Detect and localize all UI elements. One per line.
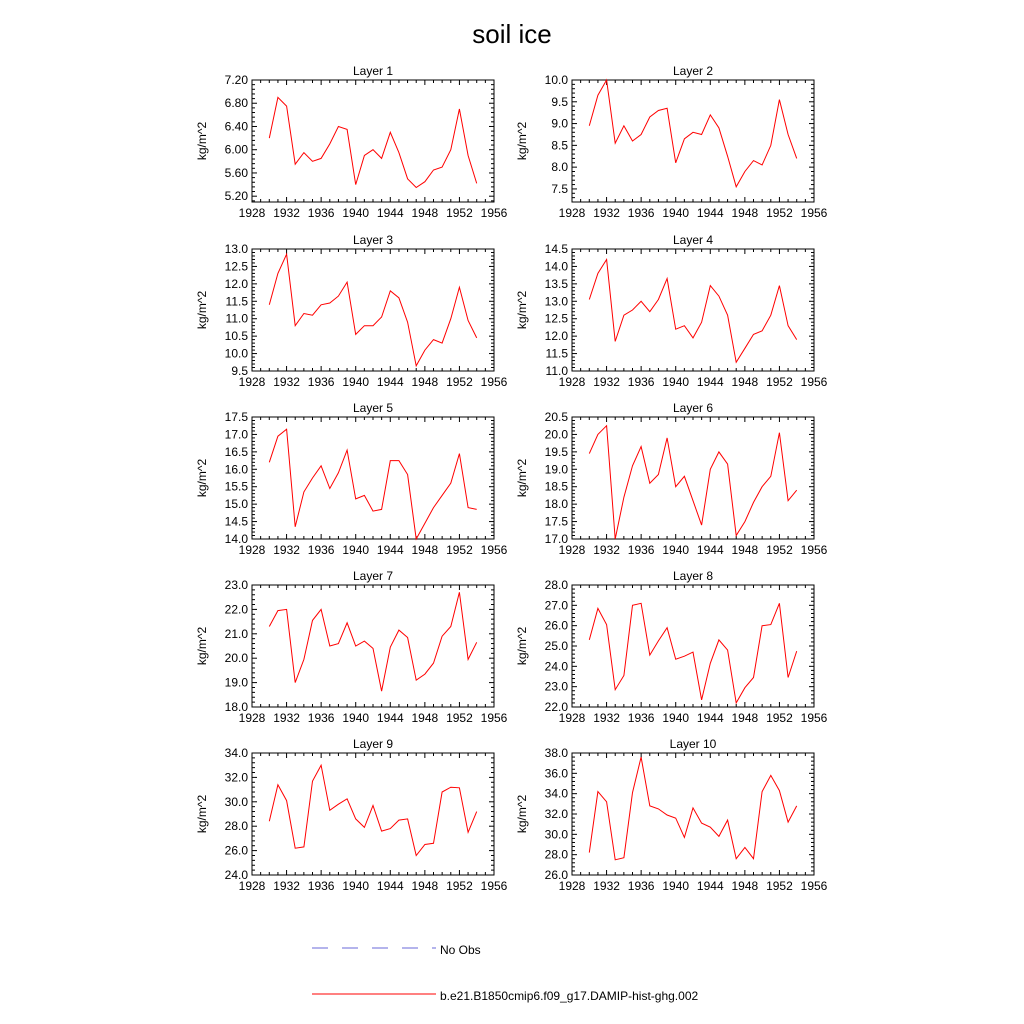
x-tick-label: 1936 (307, 206, 335, 220)
series-line-model (589, 426, 796, 539)
y-tick-label: 6.00 (224, 142, 248, 157)
x-tick-label: 1940 (662, 543, 690, 557)
x-tick-label: 1928 (238, 711, 266, 725)
y-tick-label: 34.0 (544, 786, 568, 801)
y-tick-label: 15.5 (224, 479, 248, 494)
plot-frame (572, 585, 814, 707)
panel-title: Layer 1 (352, 64, 394, 78)
x-tick-label: 1952 (766, 543, 793, 557)
y-tick-label: 36.0 (544, 766, 568, 781)
y-tick-label: 18.0 (224, 700, 248, 714)
x-tick-label: 1936 (627, 543, 655, 557)
panel-title: Layer 2 (672, 64, 714, 78)
panel-title: Layer 5 (352, 401, 394, 415)
x-tick-label: 1932 (593, 879, 620, 893)
x-tick-label: 1952 (446, 879, 473, 893)
panel-layer-10 (515, 737, 828, 893)
x-tick-label: 1928 (238, 375, 266, 389)
x-tick-label: 1932 (273, 375, 300, 389)
x-tick-label: 1936 (627, 879, 655, 893)
y-tick-label: 8.5 (551, 138, 568, 153)
y-tick-label: 26.0 (544, 618, 568, 633)
x-tick-label: 1940 (342, 375, 370, 389)
x-tick-label: 1932 (593, 711, 620, 725)
y-tick-label: 21.0 (224, 626, 248, 641)
plot-frame (572, 80, 814, 202)
x-tick-label: 1956 (480, 711, 508, 725)
x-tick-label: 1936 (307, 879, 335, 893)
x-tick-label: 1940 (662, 711, 690, 725)
x-tick-label: 1944 (376, 543, 404, 557)
panel-title: Layer 4 (672, 233, 714, 247)
x-tick-label: 1940 (342, 879, 370, 893)
plot-frame (252, 80, 494, 202)
x-tick-label: 1952 (446, 206, 473, 220)
x-tick-label: 1928 (558, 375, 586, 389)
y-tick-label: 15.0 (224, 497, 248, 512)
y-tick-label: 18.5 (544, 479, 568, 494)
y-tick-label: 38.0 (544, 746, 568, 760)
panel-layer-2 (515, 64, 828, 220)
y-tick-label: 24.0 (544, 659, 568, 674)
legend-model-label: b.e21.B1850cmip6.f09_g17.DAMIP-hist-ghg.002 (440, 989, 699, 1003)
x-tick-label: 1956 (800, 375, 828, 389)
y-tick-label: 9.0 (551, 116, 568, 131)
y-tick-label: 13.0 (544, 294, 568, 309)
x-tick-label: 1944 (376, 206, 404, 220)
x-tick-label: 1948 (731, 711, 759, 725)
x-tick-label: 1928 (558, 879, 586, 893)
x-tick-label: 1932 (273, 879, 300, 893)
panel-layer-8 (515, 569, 828, 725)
y-axis-label: kg/m^2 (515, 290, 529, 330)
y-tick-label: 23.0 (224, 578, 248, 592)
x-tick-label: 1956 (800, 206, 828, 220)
x-tick-label: 1956 (480, 543, 508, 557)
y-tick-label: 20.5 (544, 410, 568, 424)
x-tick-label: 1948 (411, 206, 439, 220)
series-line-model (269, 592, 476, 691)
y-tick-label: 30.0 (224, 794, 248, 809)
y-axis-label: kg/m^2 (515, 121, 529, 161)
x-tick-label: 1948 (731, 879, 759, 893)
y-tick-label: 26.0 (544, 868, 568, 882)
x-tick-label: 1944 (376, 375, 404, 389)
panel-layer-3 (195, 233, 508, 389)
y-tick-label: 19.5 (544, 444, 568, 459)
x-tick-label: 1932 (273, 711, 300, 725)
y-tick-label: 11.0 (545, 364, 568, 378)
x-tick-label: 1948 (411, 543, 439, 557)
x-tick-label: 1936 (307, 543, 335, 557)
x-tick-label: 1928 (238, 543, 266, 557)
y-tick-label: 6.40 (224, 119, 248, 134)
panel-layer-9 (195, 737, 508, 893)
y-tick-label: 5.60 (224, 165, 248, 180)
x-tick-label: 1944 (696, 879, 724, 893)
y-tick-label: 8.0 (551, 160, 568, 175)
panel-grid (195, 64, 828, 893)
y-tick-label: 22.0 (544, 700, 568, 714)
y-tick-label: 16.0 (224, 462, 248, 477)
y-tick-label: 18.0 (544, 497, 568, 512)
x-tick-label: 1944 (376, 711, 404, 725)
y-tick-label: 22.0 (224, 602, 248, 617)
y-tick-label: 17.5 (224, 410, 248, 424)
x-tick-label: 1928 (558, 206, 586, 220)
y-tick-label: 11.0 (225, 311, 248, 326)
y-axis-label: kg/m^2 (515, 458, 529, 498)
plot-frame (252, 753, 494, 875)
y-tick-label: 10.0 (544, 73, 568, 87)
y-axis-label: kg/m^2 (515, 794, 529, 834)
x-tick-label: 1940 (342, 543, 370, 557)
x-tick-label: 1944 (696, 543, 724, 557)
x-tick-label: 1952 (446, 711, 473, 725)
x-tick-label: 1936 (627, 206, 655, 220)
y-tick-label: 20.0 (544, 427, 568, 442)
x-tick-label: 1936 (307, 711, 335, 725)
x-tick-label: 1952 (766, 206, 793, 220)
x-tick-label: 1928 (558, 711, 586, 725)
x-tick-label: 1940 (662, 375, 690, 389)
y-axis-label: kg/m^2 (195, 626, 209, 666)
x-tick-label: 1940 (662, 206, 690, 220)
series-line-model (589, 260, 796, 363)
x-tick-label: 1932 (273, 543, 300, 557)
y-tick-label: 14.5 (544, 242, 568, 256)
y-tick-label: 25.0 (544, 639, 568, 653)
x-tick-label: 1928 (238, 879, 266, 893)
y-tick-label: 19.0 (224, 675, 248, 690)
plot-frame (252, 585, 494, 707)
y-tick-label: 7.20 (224, 73, 248, 87)
legend-no-obs-label: No Obs (440, 943, 481, 957)
panel-title: Layer 10 (669, 737, 717, 751)
y-tick-label: 11.5 (225, 294, 248, 309)
x-tick-label: 1928 (238, 206, 266, 220)
y-tick-label: 9.5 (551, 94, 568, 109)
x-tick-label: 1956 (800, 543, 828, 557)
x-tick-label: 1944 (696, 711, 724, 725)
x-tick-label: 1944 (696, 375, 724, 389)
x-tick-label: 1932 (593, 206, 620, 220)
y-tick-label: 14.0 (224, 532, 248, 546)
y-tick-label: 9.5 (231, 364, 248, 378)
y-tick-label: 28.0 (544, 847, 568, 862)
y-tick-label: 11.5 (545, 346, 568, 361)
panel-title: Layer 8 (672, 569, 714, 583)
y-tick-label: 10.5 (224, 329, 248, 344)
y-axis-label: kg/m^2 (195, 121, 209, 161)
panel-layer-6 (515, 401, 828, 557)
x-tick-label: 1948 (411, 879, 439, 893)
y-tick-label: 28.0 (224, 819, 248, 834)
x-tick-label: 1948 (411, 711, 439, 725)
figure-title: soil ice (472, 19, 552, 49)
x-tick-label: 1940 (662, 879, 690, 893)
y-tick-label: 28.0 (544, 578, 568, 592)
y-tick-label: 32.0 (544, 807, 568, 821)
series-line-model (589, 80, 796, 187)
plot-frame (252, 417, 494, 539)
x-tick-label: 1956 (800, 711, 828, 725)
x-tick-label: 1956 (800, 879, 828, 893)
x-tick-label: 1936 (627, 711, 655, 725)
panel-layer-5 (195, 401, 508, 557)
y-axis-label: kg/m^2 (195, 458, 209, 498)
y-axis-label: kg/m^2 (195, 290, 209, 330)
x-tick-label: 1948 (731, 543, 759, 557)
y-tick-label: 13.0 (224, 242, 248, 256)
panel-title: Layer 9 (352, 737, 394, 751)
x-tick-label: 1952 (446, 375, 473, 389)
x-tick-label: 1952 (766, 711, 793, 725)
legend (312, 943, 698, 1003)
x-tick-label: 1932 (593, 543, 620, 557)
y-tick-label: 17.5 (544, 514, 568, 529)
panel-layer-1 (195, 64, 508, 220)
x-tick-label: 1952 (446, 543, 473, 557)
y-tick-label: 13.5 (544, 276, 568, 291)
y-tick-label: 6.80 (224, 96, 248, 111)
series-line-model (269, 429, 476, 539)
y-tick-label: 26.0 (224, 843, 248, 858)
y-tick-label: 32.0 (224, 770, 248, 785)
x-tick-label: 1944 (376, 879, 404, 893)
y-tick-label: 5.20 (224, 189, 248, 204)
panel-title: Layer 6 (672, 401, 714, 415)
x-tick-label: 1952 (766, 879, 793, 893)
y-tick-label: 19.0 (544, 462, 568, 477)
panel-title: Layer 3 (352, 233, 394, 247)
y-tick-label: 34.0 (224, 746, 248, 760)
x-tick-label: 1956 (480, 375, 508, 389)
y-tick-label: 14.0 (544, 259, 568, 274)
y-tick-label: 30.0 (544, 827, 568, 842)
x-tick-label: 1948 (731, 206, 759, 220)
x-tick-label: 1956 (480, 206, 508, 220)
plot-frame (572, 249, 814, 371)
y-tick-label: 17.0 (224, 427, 248, 442)
series-line-model (269, 97, 476, 187)
y-tick-label: 12.0 (544, 329, 568, 344)
y-tick-label: 10.0 (224, 346, 248, 361)
x-tick-label: 1932 (273, 206, 300, 220)
y-tick-label: 12.5 (224, 259, 248, 274)
y-tick-label: 20.0 (224, 651, 248, 666)
y-tick-label: 7.5 (551, 181, 568, 196)
y-tick-label: 23.0 (544, 679, 568, 694)
x-tick-label: 1952 (766, 375, 793, 389)
y-tick-label: 24.0 (224, 868, 248, 882)
series-line-model (269, 765, 476, 855)
x-tick-label: 1948 (731, 375, 759, 389)
panel-layer-4 (515, 233, 828, 389)
y-tick-label: 12.5 (544, 311, 568, 326)
plot-frame (572, 417, 814, 539)
series-line-model (589, 603, 796, 703)
x-tick-label: 1948 (411, 375, 439, 389)
x-tick-label: 1940 (342, 711, 370, 725)
y-tick-label: 17.0 (544, 532, 568, 546)
x-tick-label: 1944 (696, 206, 724, 220)
panel-layer-7 (195, 569, 508, 725)
y-tick-label: 16.5 (224, 444, 248, 459)
series-line-model (589, 757, 796, 860)
x-tick-label: 1932 (593, 375, 620, 389)
series-line-model (269, 254, 476, 366)
y-tick-label: 27.0 (544, 598, 568, 613)
y-tick-label: 14.5 (224, 514, 248, 529)
x-tick-label: 1936 (307, 375, 335, 389)
x-tick-label: 1928 (558, 543, 586, 557)
panel-title: Layer 7 (352, 569, 394, 583)
y-tick-label: 12.0 (224, 276, 248, 291)
x-tick-label: 1936 (627, 375, 655, 389)
y-axis-label: kg/m^2 (515, 626, 529, 666)
x-tick-label: 1940 (342, 206, 370, 220)
x-tick-label: 1956 (480, 879, 508, 893)
y-axis-label: kg/m^2 (195, 794, 209, 834)
